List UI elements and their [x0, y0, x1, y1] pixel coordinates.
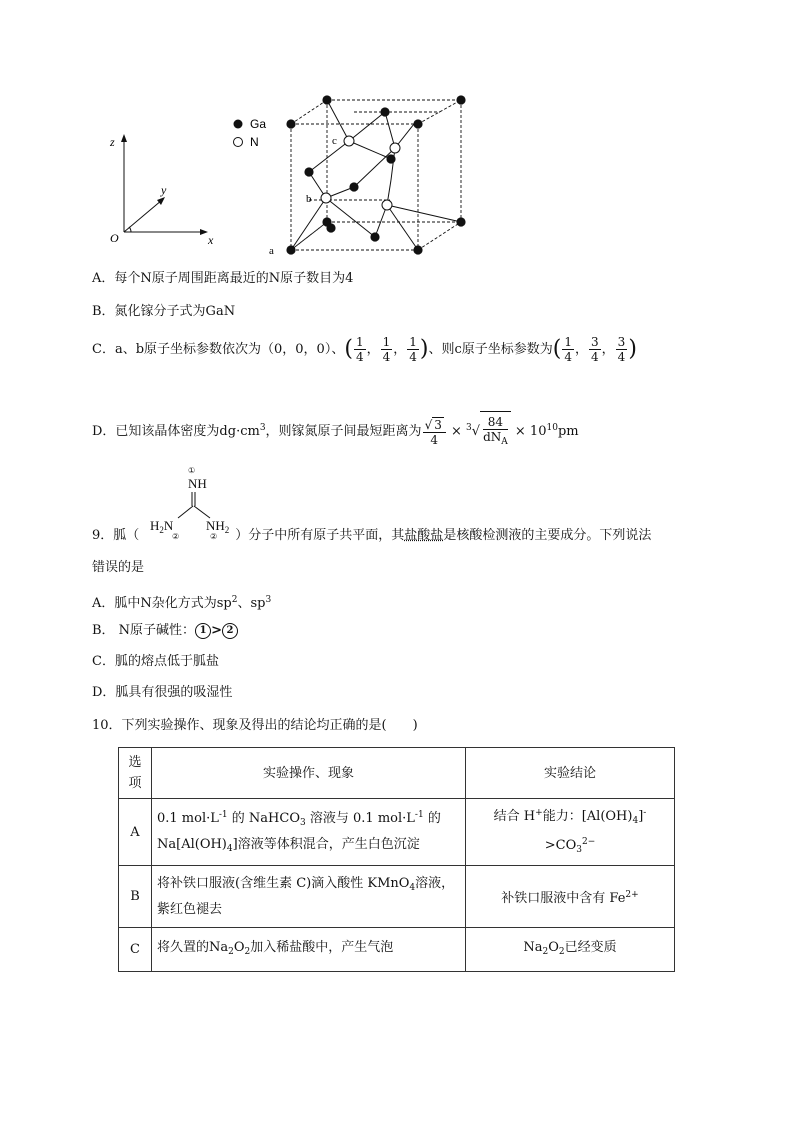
structure-label-2b: ② [210, 532, 218, 541]
structure-label-1: ① [188, 466, 196, 475]
q8-option-d: D．已知该晶体密度为$dg\cdot cm^3$，则镓氮原子间最短距离为 $\frac{√ 3}{4}$ × $^3$√ $\frac{84}{dN_A}$ × $10^{10}pm$ [92, 408, 579, 452]
q8-option-a: A．每个N原子周围距离最近的N原子数目为4 [92, 271, 354, 286]
q9-option-d: D．胍具有很强的吸湿性 [92, 685, 233, 700]
origin-label: O [110, 231, 119, 245]
table-row: C 将久置的$Na_2O_2$加入稀盐酸中，产生气泡 $Na_2O_2$已经变质 [119, 928, 675, 972]
point-label-c: c [332, 135, 337, 147]
q8-option-b: B．氮化镓分子式为GaN [92, 304, 236, 319]
q9-option-c: C．胍的熔点低于胍盐 [92, 654, 219, 669]
q9-stem: 9．胍（ ）分子中所有原子共平面，其盐酸盐是核酸检测液的主要成分。下列说法 [92, 528, 652, 543]
table-row: A 0.1 $mol\cdot L^{-1}$ 的 NaHCO$_3$ 溶液与 0.1 $mol\cdot L^{-1}$ 的 $Na[Al(OH)_4]$溶液等体积混合，产生白色沉淀 结合 H+能力：$[Al(OH)_4]^->CO_3^{2-}$ [119, 799, 675, 866]
legend-ga-label: Ga [250, 117, 267, 131]
q9-option-a: A．胍中N杂化方式为$sp^2$、$sp^3$ [92, 595, 272, 611]
structure-nh-top: NH [188, 476, 207, 491]
q10-table [118, 747, 675, 972]
coordinate-axes [104, 128, 234, 248]
header-option: 选项 [119, 748, 152, 799]
q9-option-b: B． N原子碱性： 1 > 2 [92, 622, 238, 640]
header-action: 实验操作、现象 [152, 748, 466, 799]
point-label-a: a [269, 245, 274, 257]
x-axis-label: x [208, 233, 214, 247]
legend-n-marker [234, 138, 243, 147]
q9-stem-line2: 错误的是 [92, 560, 145, 575]
q8-option-c: C．a、b原子坐标参数依次为（0，0，0）、( $\frac{1}{4}$ ， $\frac{1}{4}$ ， $\frac{1}{4}$ )、则c原子坐标参数为( $\frac{1}{4}$ ， $\frac{3}{4}$ ， $\frac{3}{4}$ ) [92, 335, 637, 364]
header-result: 实验结论 [466, 748, 675, 799]
table-header-row [119, 748, 675, 799]
crystal-cell-diagram [265, 90, 480, 260]
structure-label-2a: ② [172, 532, 180, 541]
legend-ga-marker [234, 120, 243, 129]
y-axis-label: y [161, 183, 167, 197]
point-label-b: b [306, 193, 312, 205]
table-row: B 将补铁口服液(含维生素 C)滴入酸性 KMnO$_4$溶液， 紫红色褪去 补铁口服液中含有 $Fe^{2+}$ [119, 866, 675, 928]
legend-n-label: N [250, 135, 259, 149]
z-axis-label: z [110, 135, 115, 149]
structure-h2n: $H_2N$ [150, 518, 174, 535]
structure-nh2: $NH_2$ [206, 518, 230, 535]
q10-stem: 10．下列实验操作、现象及得出的结论均正确的是( ) [92, 718, 418, 733]
